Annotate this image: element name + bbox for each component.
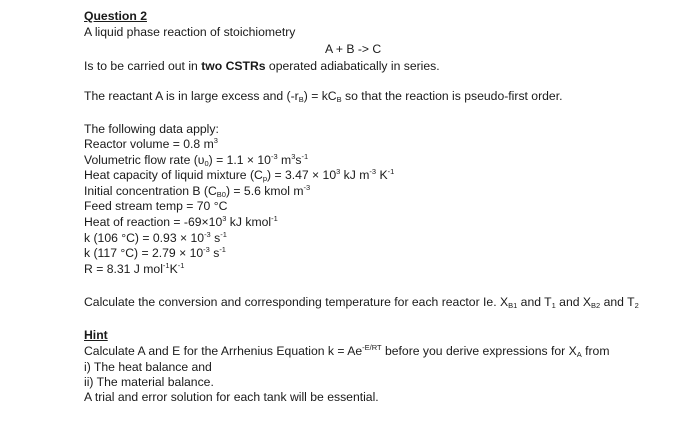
excess-sentence: The reactant A is in large excess and $(-r_B) = kC_B$ so that the reaction is pseudo-first order.	[84, 89, 563, 104]
cstr-bold: two CSTRs	[201, 59, 266, 73]
hint-arrhenius: Calculate A and E for the Arrhenius Equation $k = Ae^{-E/RT}$ before you derive expressions for $X_A$ from	[84, 343, 610, 359]
hint-closing: A trial and error solution for each tank will be essential.	[84, 390, 379, 404]
hint-item-heat-balance: i) The heat balance and	[84, 360, 212, 374]
intro-text: A liquid phase reaction of stoichiometry	[84, 25, 296, 39]
task-sentence: Calculate the conversion and corresponding temperature for each reactor Ie. $X_{B1}$ and $T_1$ and $X_{B2}$ and $T_2$	[84, 295, 639, 310]
hint-item-material-balance: ii) The material balance.	[84, 375, 214, 389]
volumetric-flow: Volumetric flow rate $(\upsilon_0) = 1.1 \times 10^{-3}$ $m^3s^{-1}$	[84, 152, 309, 168]
data-heading: The following data apply:	[84, 122, 219, 136]
heat-of-reaction: Heat of reaction = $-69\times 10^3$ kJ kmol$^{-1}$	[84, 214, 278, 229]
gas-constant: R = 8.31 J $mol^{-1}K^{-1}$	[84, 261, 185, 276]
hint-title: Hint	[84, 328, 108, 342]
heat-capacity: Heat capacity of liquid mixture $(C_p) = 3.47 \times 10^3$ kJ $m^{-3}$ $K^{-1}$	[84, 167, 395, 183]
rate-constant-117: k (117 $^\circ C) = 2.79 \times 10^{-3}$ $s^{-1}$	[84, 245, 226, 260]
rate-constant-106: k (106 $^\circ C) = 0.93 \times 10^{-3}$ $s^{-1}$	[84, 230, 227, 245]
feed-temperature: Feed stream temp = 70 °C	[84, 199, 228, 213]
reaction-equation: A + B -> C	[325, 42, 382, 56]
initial-concentration: Initial concentration B $(C_{B0}) = 5.6$ kmol $m^{-3}$	[84, 183, 311, 199]
cstr-sentence: Is to be carried out in two CSTRs operated adiabatically in series.	[84, 59, 440, 73]
reactor-volume: Reactor volume = 0.8 $m^3$	[84, 136, 218, 151]
question-title: Question 2	[84, 9, 147, 23]
